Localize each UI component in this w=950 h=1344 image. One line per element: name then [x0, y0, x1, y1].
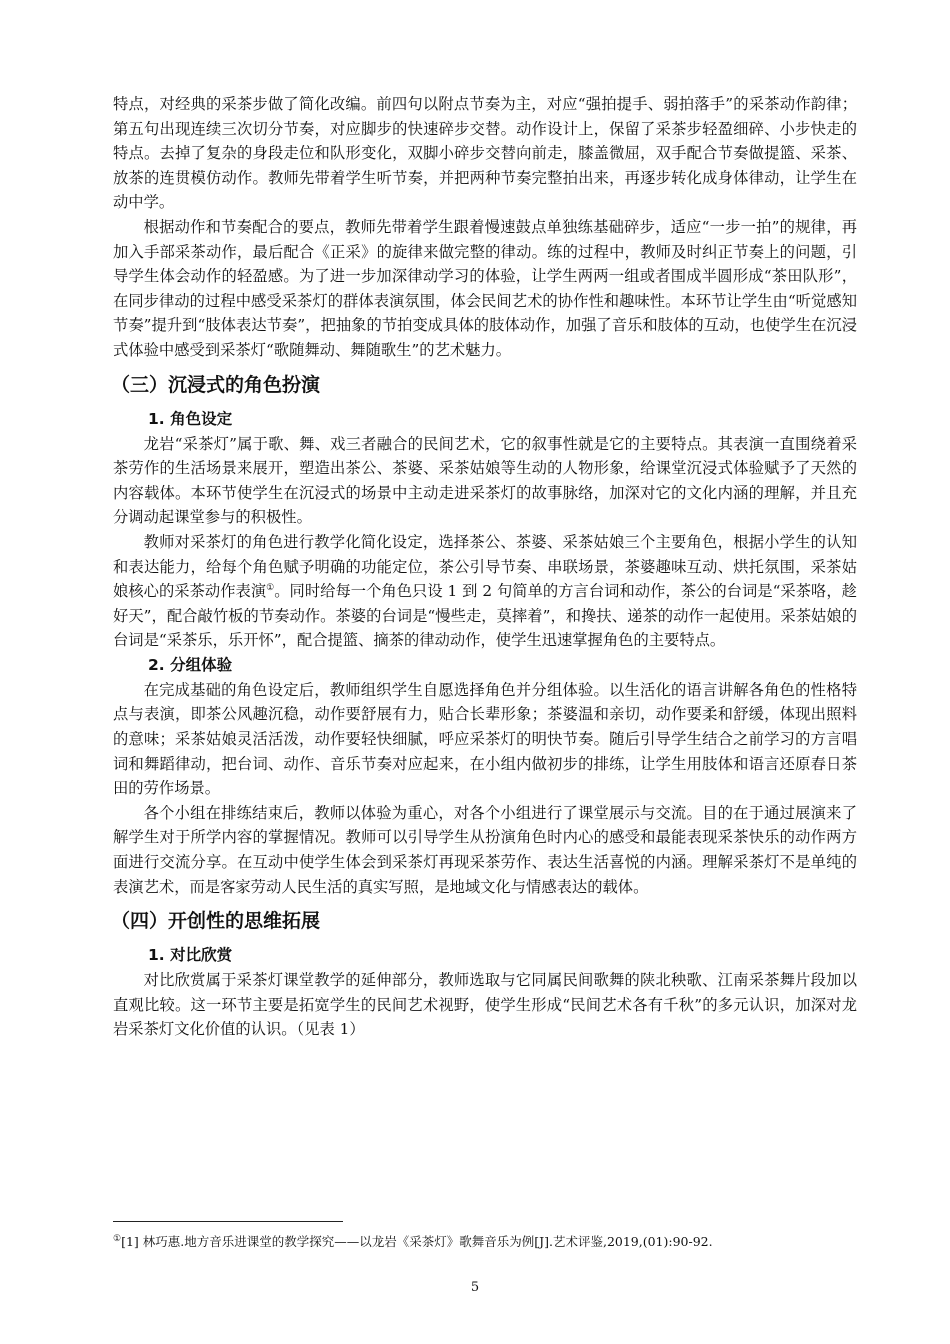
subsection-heading: 1. 对比欣赏: [148, 946, 233, 965]
paragraph: [113, 530, 857, 653]
paragraph: 各个小组在排练结束后，教师以体验为重心，对各个小组进行了课堂展示与交流。目的在于通过展演来了解学生对于所学内容的掌握情况。教师可以引导学生从扮演角色时内心的感受和最能表现采茶快乐的动作两方面进行交流分享。在互动中使学生体会到采茶灯再现采茶劳作、表达生活喜悦的内涵。理解采茶灯不是单纯的表演艺术，而是客家劳动人民生活的真实写照，是地域文化与情感表达的载体。: [113, 803, 857, 896]
paragraph: 龙岩“采茶灯”属于歌、舞、戏三者融合的民间艺术，它的叙事性就是它的主要特点。其表演一直围绕着采茶劳作的生活场景来展开，塑造出茶公、茶婆、采茶姑娘等生动的人物形象，给课堂沉浸式体验赋予了天然的内容载体。本环节使学生在沉浸式的场景中主动走进采茶灯的故事脉络，加深对它的文化内涵的理解，并且充分调动起课堂参与的积极性。: [113, 434, 857, 527]
section-heading: （四）开创性的思维拓展: [111, 910, 321, 933]
subsection-heading: 1. 角色设定: [148, 409, 233, 428]
footnote-text: [1] 林巧惠.地方音乐进课堂的教学探究——以龙岩《采茶灯》歌舞音乐为例[J].艺术评鉴,2019,(01):90-92.: [121, 1234, 713, 1249]
footnote-mark: ①: [113, 1233, 122, 1244]
paragraph: 对比欣赏属于采茶灯课堂教学的延伸部分，教师选取与它同属民间歌舞的陕北秧歌、江南采茶舞片段加以直观比较。这一环节主要是拓宽学生的民间艺术视野，使学生形成“民间艺术各有千秋”的多元认识，加深对龙岩采茶灯文化价值的认识。（见表 1）: [113, 971, 857, 1039]
footnote-reference[interactable]: ①: [266, 583, 275, 593]
section-heading: （三）沉浸式的角色扮演: [111, 373, 321, 396]
paragraph: 在完成基础的角色设定后，教师组织学生自愿选择角色并分组体验。以生活化的语言讲解各角色的性格特点与表演，即茶公风趣沉稳，动作要舒展有力，贴合长辈形象；茶婆温和亲切，动作要柔和舒缓，体现出照料的意味；采茶姑娘灵活活泼，动作要轻快细腻，呼应采茶灯的明快节奏。随后引导学生结合之前学习的方言唱词和舞蹈律动，把台词、动作、音乐节奏对应起来，在小组内做初步的排练，让学生用肢体和语言还原春日茶田的劳作场景。: [113, 680, 857, 798]
paragraph: 根据动作和节奏配合的要点，教师先带着学生跟着慢速鼓点单独练基础碎步，适应“一步一拍”的规律，再加入手部采茶动作，最后配合《正采》的旋律来做完整的律动。练的过程中，教师及时纠正节奏上的问题，引导学生体会动作的轻盈感。为了进一步加深律动学习的体验，让学生两两一组或者围成半圆形成“茶田队形”，在同步律动的过程中感受采茶灯的群体表演氛围，体会民间艺术的协作性和趣味性。本环节让学生由“听觉感知节奏”提升到“肢体表达节奏”，把抽象的节拍变成具体的肢体动作，加强了音乐和肢体的互动，也使学生在沉浸式体验中感受到采茶灯“歌随舞动、舞随歌生”的艺术魅力。: [113, 217, 857, 359]
footnote: [113, 1233, 857, 1251]
paragraph-text: 教师对采茶灯的角色进行教学化简化设定，选择茶公、茶婆、采茶姑娘三个主要角色，根据小学生的认知和表达能力，给每个角色赋予明确的功能定位，茶公引导节奏、串联场景，茶婆趣味互动、烘托氛围，采茶姑娘核心的采茶动作表演: [113, 532, 857, 601]
footnote-divider: [113, 1221, 343, 1222]
subsection-heading: 2. 分组体验: [148, 655, 233, 674]
main-content: [113, 92, 857, 1042]
paragraph-text: 。同时给每一个角色只设 1 到 2 句简单的方言台词和动作，茶公的台词是“采茶咯，趁好天”，配合敲竹板的节奏动作。茶婆的台词是“慢些走，莫摔着”，和搀扶、递茶的动作一起使用。采茶姑娘的台词是“采茶乐，乐开怀”，配合提篮、摘茶的律动动作，使学生迅速掌握角色的主要特点。: [113, 582, 857, 650]
page-number: 5: [470, 1280, 480, 1295]
paragraph: 特点，对经典的采茶步做了简化改编。前四句以附点节奏为主，对应“强拍提手、弱拍落手”的采茶动作韵律；第五句出现连续三次切分节奏，对应脚步的快速碎步交替。动作设计上，保留了采茶步轻盈细碎、小步快走的特点。去掉了复杂的身段走位和队形变化，双脚小碎步交替向前走，膝盖微屈，双手配合节奏做提篮、采茶、放茶的连贯模仿动作。教师先带着学生听节奏，并把两种节奏完整拍出来，再逐步转化成身体律动，让学生在动中学。: [113, 95, 857, 212]
